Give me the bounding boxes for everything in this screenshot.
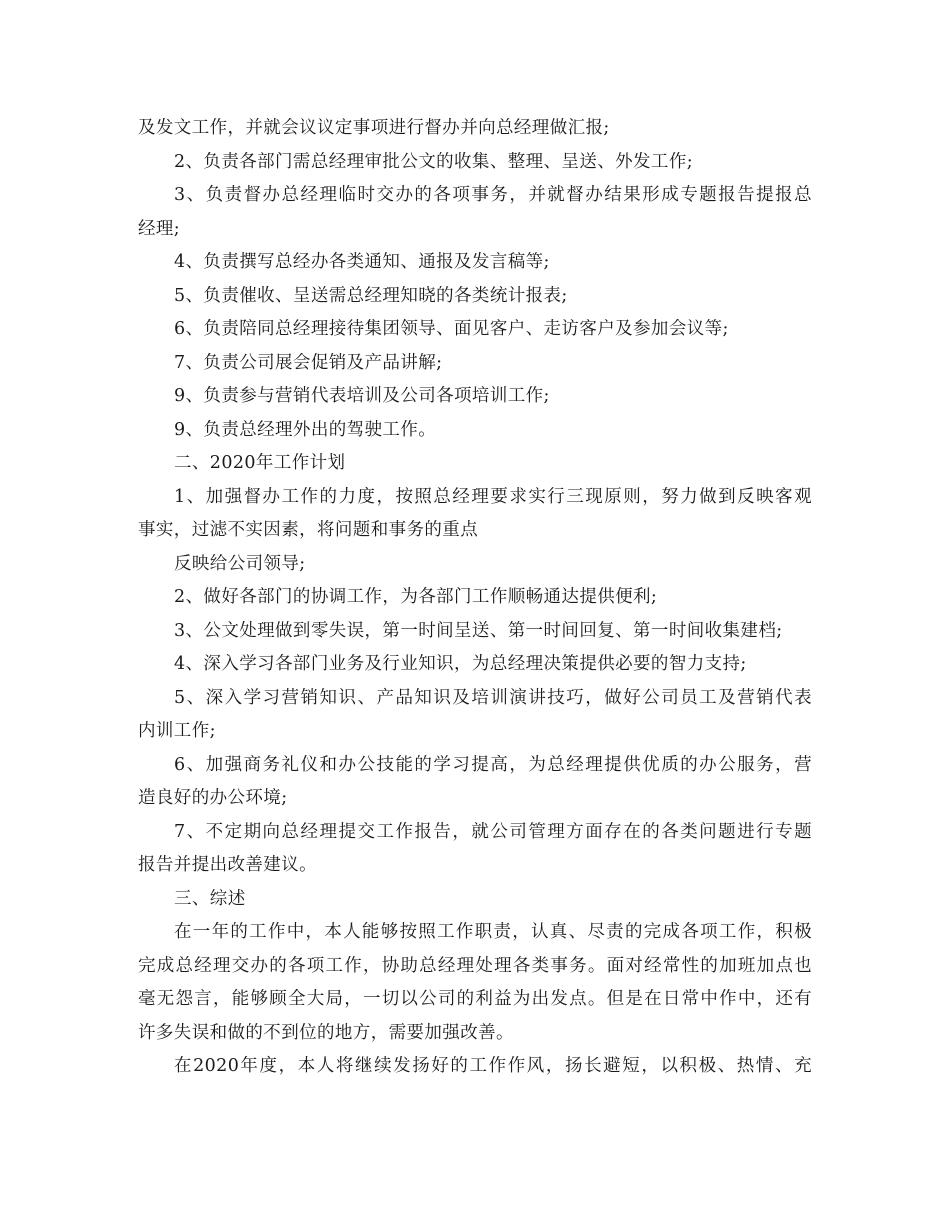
text-line: 反映给公司领导; — [174, 553, 306, 574]
text-line: 4、深入学习各部门业务及行业知识，为总经理决策提供必要的智力支持; — [174, 654, 747, 674]
text-line: 6、负责陪同总经理接待集团领导、面见客户、走访客户及参加会议等; — [174, 319, 729, 339]
text-line: 2、做好各部门的协调工作，为各部门工作顺畅通达提供便利; — [174, 587, 658, 607]
text-line: 5、负责催收、呈送需总经理知晓的各类统计报表; — [174, 285, 568, 306]
text-line: 造良好的办公环境; — [138, 788, 288, 808]
text-line: 7、不定期向总经理提交工作报告，就公司管理方面存在的各类问题进行专题 — [174, 821, 812, 842]
text-line: 1、加强督办工作的力度，按照总经理要求实行三现原则，努力做到反映客观 — [174, 486, 812, 507]
text-line: 9、负责总经理外出的驾驶工作。 — [174, 419, 437, 440]
text-line: 6、加强商务礼仪和办公技能的学习提高，为总经理提供优质的办公服务，营 — [174, 754, 812, 775]
section-heading: 二、2020年工作计划 — [174, 453, 346, 473]
text-line: 许多失误和做的不到位的地方，需要加强改善。 — [138, 1022, 514, 1043]
text-line: 4、负责撰写总经办各类通知、通报及发言稿等; — [174, 252, 550, 272]
text-line: 在一年的工作中，本人能够按照工作职责，认真、尽责的完成各项工作，积极 — [174, 922, 812, 942]
text-line: 3、公文处理做到零失误，第一时间呈送、第一时间回复、第一时间收集建档; — [174, 620, 783, 641]
text-line: 报告并提出改善建议。 — [138, 855, 317, 875]
text-line: 7、负责公司展会促销及产品讲解; — [174, 352, 443, 373]
text-line: 毫无怨言，能够顾全大局，一切以公司的利益为出发点。但是在日常中作中，还有 — [138, 989, 812, 1009]
section-heading: 三、综述 — [174, 888, 246, 909]
text-line: 5、深入学习营销知识、产品知识及培训演讲技巧，做好公司员工及营销代表 — [174, 687, 812, 708]
text-line: 在2020年度，本人将继续发扬好的工作作风，扬长避短，以积极、热情、充 — [174, 1056, 812, 1076]
text-line: 3、负责督办总经理临时交办的各项事务，并就督办结果形成专题报告提报总 — [174, 185, 812, 205]
text-line: 完成总经理交办的各项工作，协助总经理处理各类事务。面对经常性的加班加点也 — [138, 955, 812, 976]
text-line: 事实，过滤不实因素，将问题和事务的重点 — [138, 520, 479, 540]
text-line: 9、负责参与营销代表培训及公司各项培训工作; — [174, 386, 550, 406]
text-line: 经理; — [138, 218, 181, 239]
document-body — [138, 112, 812, 1084]
text-line: 内训工作; — [138, 721, 216, 741]
text-line: 2、负责各部门需总经理审批公文的收集、整理、呈送、外发工作; — [174, 151, 694, 172]
text-line: 及发文工作，并就会议议定事项进行督办并向总经理做汇报; — [138, 118, 610, 138]
